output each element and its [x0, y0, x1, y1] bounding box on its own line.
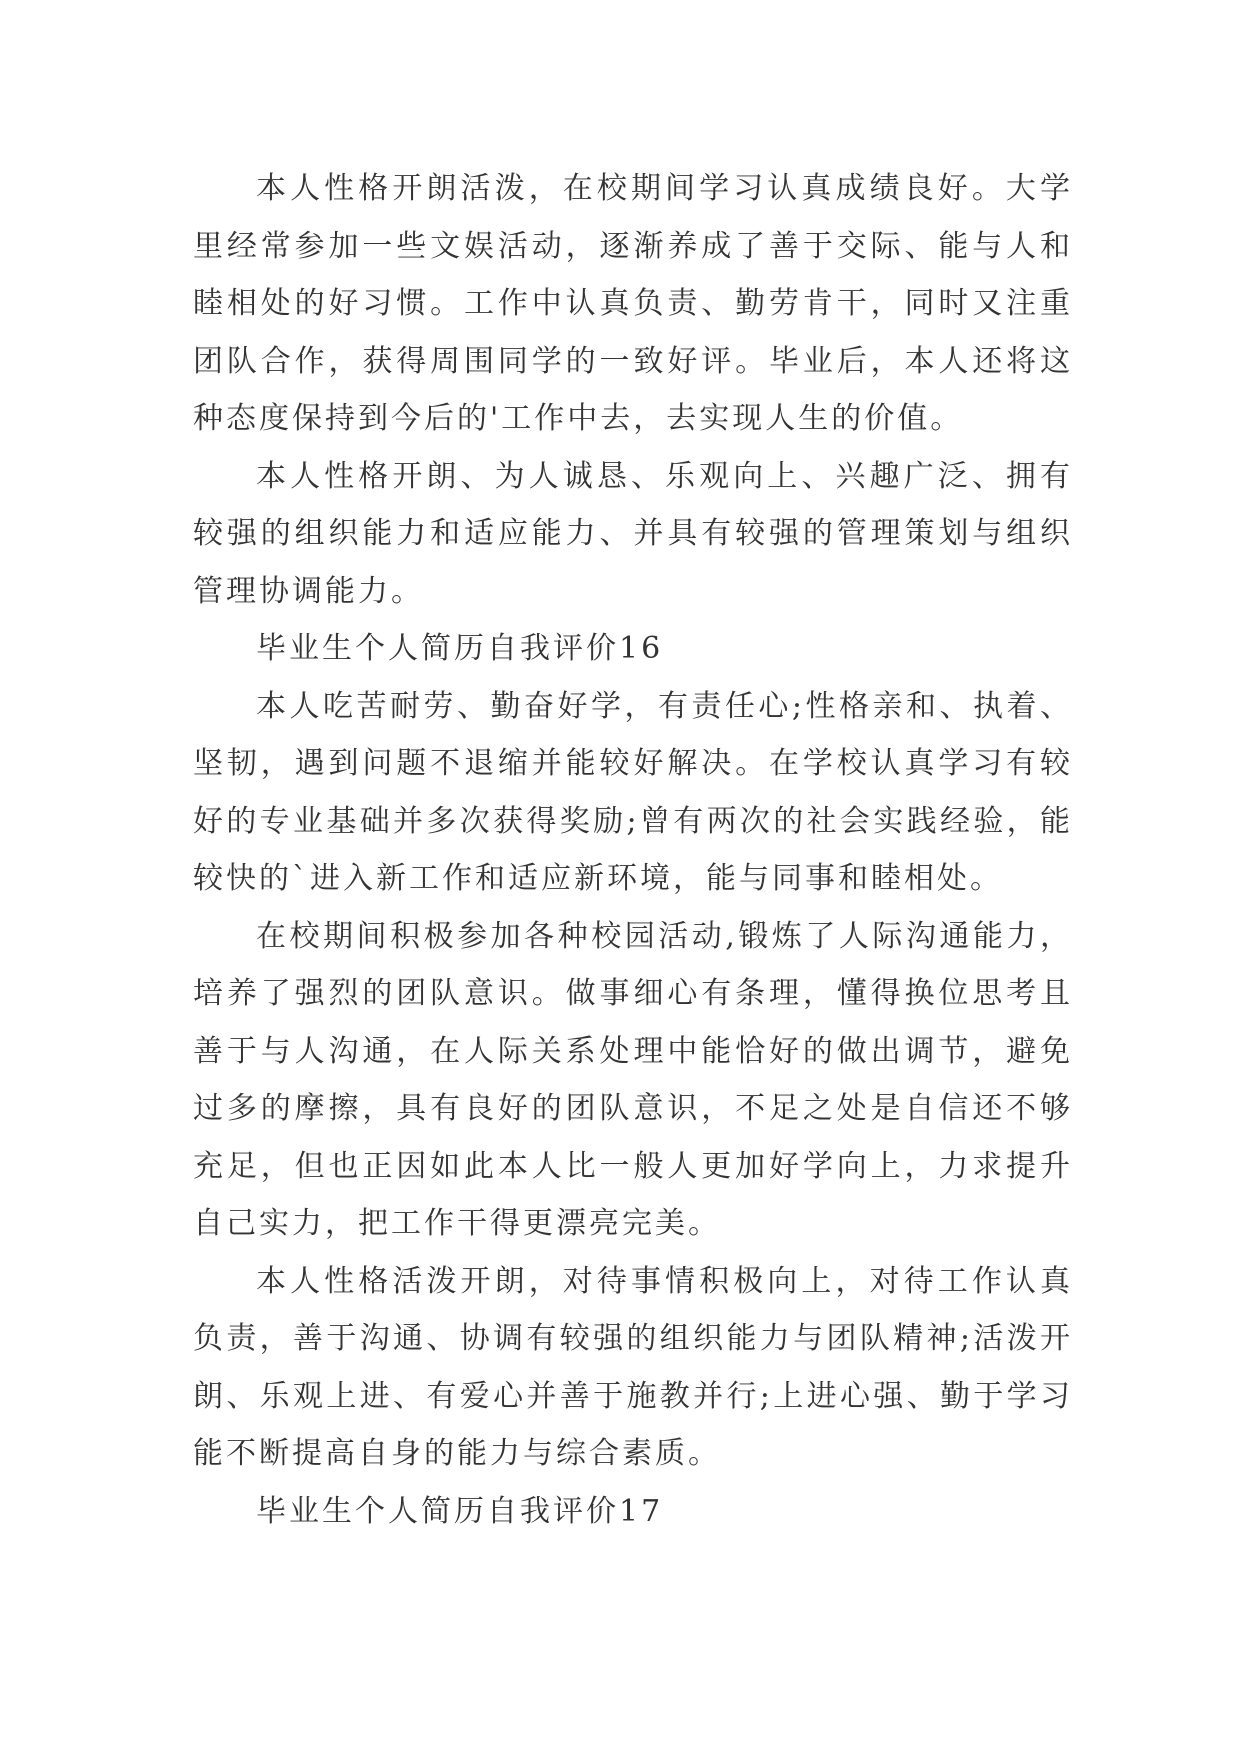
document-body	[193, 160, 1073, 1540]
paragraph-diligence: 本人吃苦耐劳、勤奋好学，有责任心;性格亲和、执着、坚韧，遇到问题不退缩并能较好解决。在学校认真学习有较好的专业基础并多次获得奖励;曾有两次的社会实践经验，能较快的`进入新工作和适应新环境，能与同事和睦相处。	[193, 688, 1073, 896]
paragraph-intro: 本人性格开朗活泼，在校期间学习认真成绩良好。大学里经常参加一些文娱活动，逐渐养成了善于交际、能与人和睦相处的好习惯。工作中认真负责、勤劳肯干，同时又注重团队合作，获得周围同学的一致好评。毕业后，本人还将这种态度保持到今后的'工作中去，去实现人生的价值。	[193, 171, 1073, 436]
section-heading-16: 毕业生个人简历自我评价16	[256, 631, 664, 666]
section-heading-17: 毕业生个人简历自我评价17	[256, 1493, 664, 1529]
paragraph-personality: 本人性格开朗、为人诚恳、乐观向上、兴趣广泛、拥有较强的组织能力和适应能力、并具有较强的管理策划与组织管理协调能力。	[193, 458, 1073, 609]
paragraph-campus-activities: 在校期间积极参加各种校园活动,锻炼了人际沟通能力，培养了强烈的团队意识。做事细心有条理，懂得换位思考且善于与人沟通，在人际关系处理中能恰好的做出调节，避免过多的摩擦，具有良好的团队意识，不足之处是自信还不够充足，但也正因如此本人比一般人更加好学向上，力求提升自己实力，把工作干得更漂亮完美。	[193, 918, 1073, 1241]
paragraph-teamwork: 本人性格活泼开朗，对待事情积极向上，对待工作认真负责，善于沟通、协调有较强的组织能力与团队精神;活泼开朗、乐观上进、有爱心并善于施教并行;上进心强、勤于学习能不断提高自身的能力与综合素质。	[193, 1263, 1073, 1471]
